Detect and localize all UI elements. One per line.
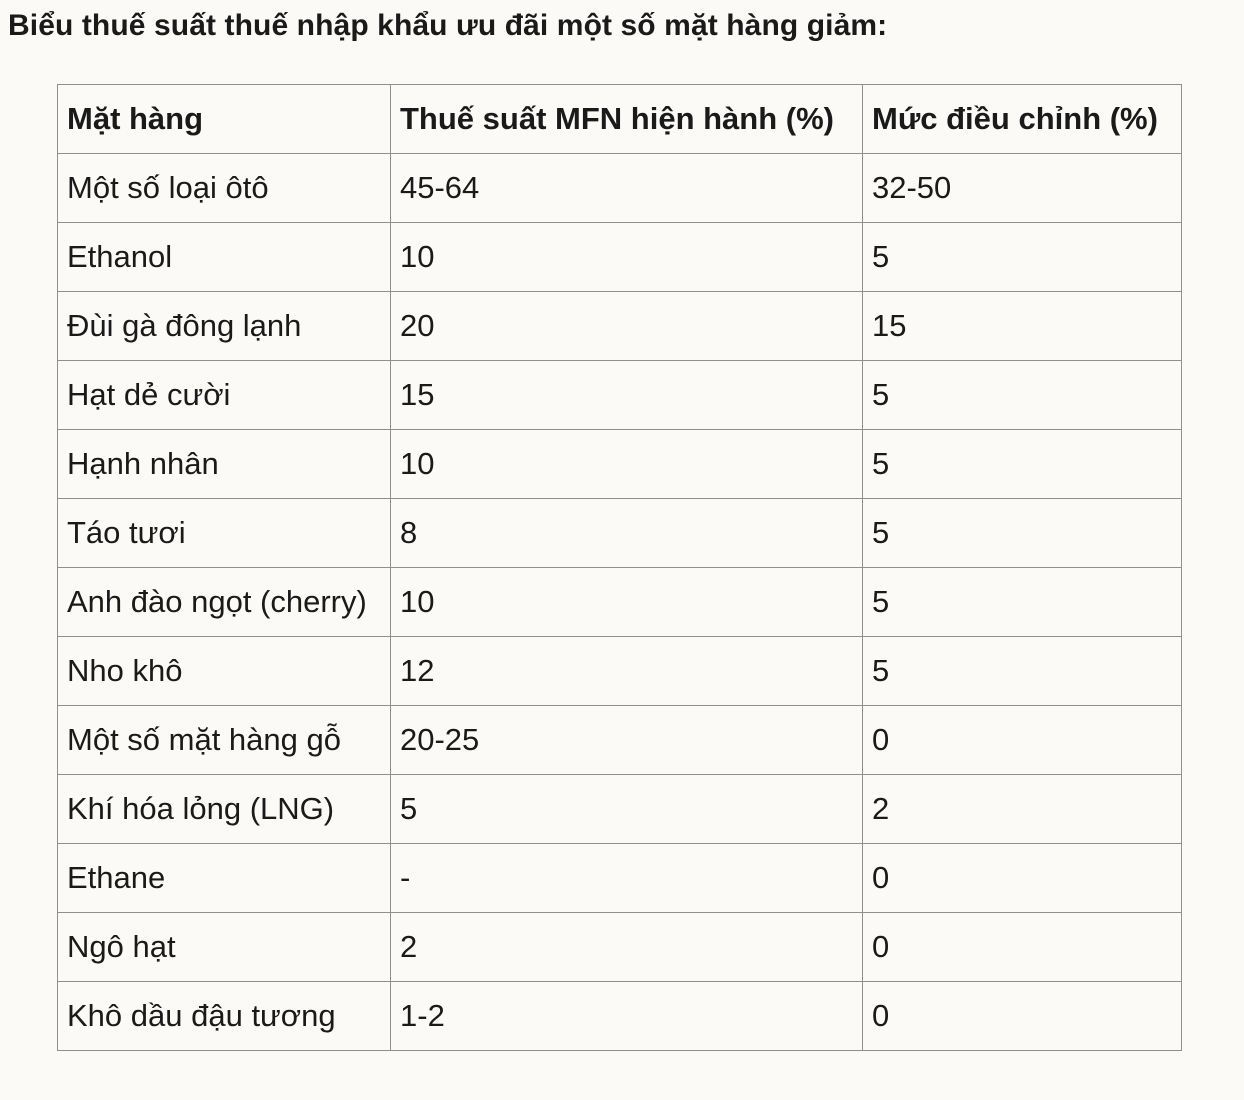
cell-current-rate: 45-64: [391, 154, 863, 223]
page-title: Biểu thuế suất thuế nhập khẩu ưu đãi một số mặt hàng giảm:: [8, 9, 888, 42]
cell-product: Ethane: [58, 844, 391, 913]
cell-current-rate: 10: [391, 568, 863, 637]
table-row: [58, 706, 1182, 775]
cell-current-rate: 2: [391, 913, 863, 982]
cell-adjusted-rate: 0: [863, 706, 1182, 775]
cell-adjusted-rate: 32-50: [863, 154, 1182, 223]
cell-product: Một số loại ôtô: [58, 154, 391, 223]
cell-current-rate: 20-25: [391, 706, 863, 775]
table-row: [58, 982, 1182, 1051]
cell-product: Đùi gà đông lạnh: [58, 292, 391, 361]
header-adjusted-rate: Mức điều chỉnh (%): [863, 85, 1182, 154]
cell-current-rate: 10: [391, 223, 863, 292]
cell-current-rate: 20: [391, 292, 863, 361]
table-row: [58, 292, 1182, 361]
table-row: [58, 637, 1182, 706]
cell-product: Ngô hạt: [58, 913, 391, 982]
cell-adjusted-rate: 0: [863, 844, 1182, 913]
cell-product: Nho khô: [58, 637, 391, 706]
cell-product: Ethanol: [58, 223, 391, 292]
table-header: [58, 85, 1182, 154]
cell-current-rate: 1-2: [391, 982, 863, 1051]
cell-current-rate: -: [391, 844, 863, 913]
cell-adjusted-rate: 5: [863, 499, 1182, 568]
cell-product: Khí hóa lỏng (LNG): [58, 775, 391, 844]
cell-product: Một số mặt hàng gỗ: [58, 706, 391, 775]
table-row: [58, 844, 1182, 913]
cell-product: Hạt dẻ cười: [58, 361, 391, 430]
cell-current-rate: 12: [391, 637, 863, 706]
cell-product: Hạnh nhân: [58, 430, 391, 499]
tariff-table: [57, 84, 1182, 1051]
cell-adjusted-rate: 0: [863, 913, 1182, 982]
cell-adjusted-rate: 15: [863, 292, 1182, 361]
cell-adjusted-rate: 5: [863, 568, 1182, 637]
cell-adjusted-rate: 5: [863, 223, 1182, 292]
table-row: [58, 154, 1182, 223]
table-row: [58, 223, 1182, 292]
cell-current-rate: 8: [391, 499, 863, 568]
table-body: [58, 154, 1182, 1051]
header-row: [58, 85, 1182, 154]
cell-current-rate: 10: [391, 430, 863, 499]
table-row: [58, 775, 1182, 844]
cell-adjusted-rate: 5: [863, 361, 1182, 430]
header-product: Mặt hàng: [58, 85, 391, 154]
cell-adjusted-rate: 2: [863, 775, 1182, 844]
cell-adjusted-rate: 5: [863, 430, 1182, 499]
cell-adjusted-rate: 5: [863, 637, 1182, 706]
cell-current-rate: 15: [391, 361, 863, 430]
table-row: [58, 913, 1182, 982]
table-row: [58, 499, 1182, 568]
cell-product: Táo tươi: [58, 499, 391, 568]
table-row: [58, 568, 1182, 637]
cell-adjusted-rate: 0: [863, 982, 1182, 1051]
header-current-mfn-rate: Thuế suất MFN hiện hành (%): [391, 85, 863, 154]
cell-product: Anh đào ngọt (cherry): [58, 568, 391, 637]
cell-current-rate: 5: [391, 775, 863, 844]
table-row: [58, 361, 1182, 430]
table-row: [58, 430, 1182, 499]
cell-product: Khô dầu đậu tương: [58, 982, 391, 1051]
